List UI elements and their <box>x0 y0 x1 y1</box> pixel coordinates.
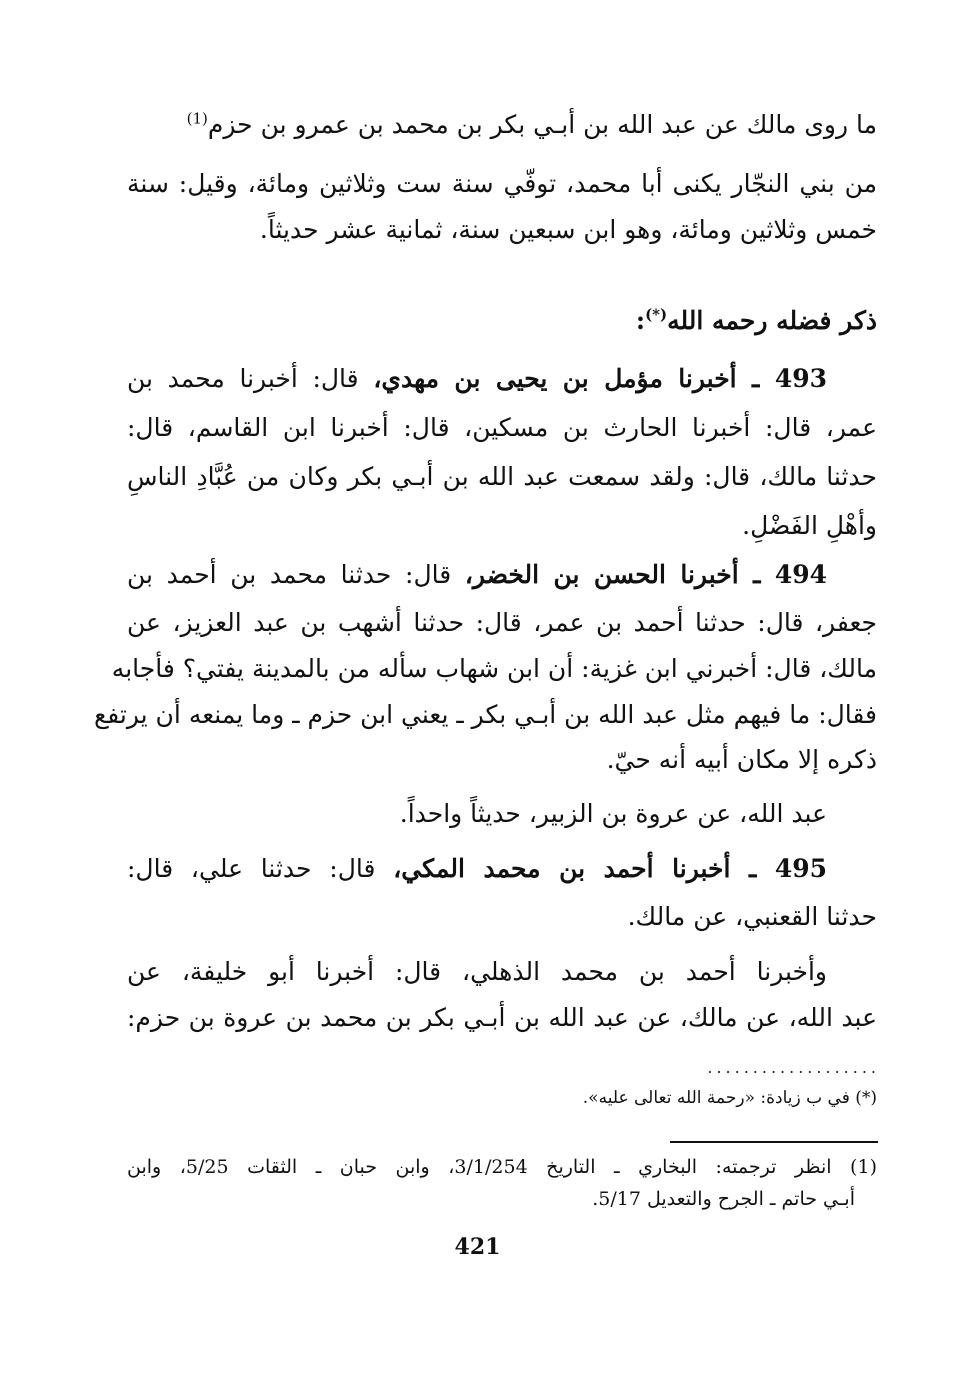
intro-text-1: ما روى مالك عن عبد الله بن أبـي بكر بن محمد بن عمرو بن حزم <box>207 110 877 139</box>
final-line-2: عبد الله، عن مالك، عن عبد الله بن أبـي بكر بن محمد بن عروة بن حزم: <box>127 1003 877 1032</box>
hadith-494-line-1 <box>127 558 827 592</box>
hadith-493-number: 493 ـ أخبرنا مؤمل بن يحيى بن مهدي، <box>373 364 827 393</box>
heading-text: ذكر فضله رحمه الله <box>667 306 877 335</box>
final-line-1: وأخبرنا أحمد بن محمد الذهلي، قال: أخبرنا أبو خليفة، عن <box>127 957 827 986</box>
hadith-494-line-4: فقال: ما فيهم مثل عبد الله بن أبـي بكر ـ يعني ابن حزم ـ وما يمنعه أن يرتفع <box>93 700 877 729</box>
hadith-493-line-3: حدثنا مالك، قال: ولقد سمعت عبد الله بن أبـي بكر وكان من عُبَّادِ الناسِ <box>127 462 877 491</box>
intro-line-1 <box>186 108 877 142</box>
hadith-493-text-1: قال: أخبرنا محمد بن <box>127 364 374 393</box>
hadith-493-line-2: عمر، قال: أخبرنا الحارث بن مسكين، قال: أخبرنا ابن القاسم، قال: <box>127 413 877 442</box>
page-number: 421 <box>454 1234 501 1260</box>
hadith-494-text-1: قال: حدثنا محمد بن أحمد بن <box>127 560 465 589</box>
heading-colon: : <box>635 306 646 335</box>
footnote-ref-star[interactable]: (*) <box>645 305 668 324</box>
hadith-494-line-3: مالك، قال: أخبرني ابن غزية: أن ابن شهاب سأله من بالمدينة يفتي؟ فأجابه <box>111 654 877 683</box>
intro-line-2: من بني النجّار يكنى أبا محمد، توفّي سنة ست وثلاثين ومائة، وقيل: سنة <box>127 169 877 198</box>
dotted-separator: ................... <box>707 1058 880 1077</box>
hadith-494-line-2: جعفر، قال: حدثنا أحمد بن عمر، قال: حدثنا أشهب بن عبد العزيز، عن <box>127 608 877 637</box>
hadith-493-line-4: وأهْلِ الفَضْلِ. <box>742 511 877 540</box>
footnote-star: (*) في ب زيادة: «رحمة الله تعالى عليه». <box>582 1088 877 1108</box>
hadith-494-line-5: ذكره إلا مكان أبيه أنه حيّ. <box>606 745 877 774</box>
intro-line-3: خمس وثلاثين ومائة، وهو ابن سبعين سنة، ثمانية عشر حديثاً. <box>259 215 877 244</box>
footnote-1-line-1: (1) انظر ترجمته: البخاري ـ التاريخ 3/1/254، وابن حبان ـ الثقات 5/25، وابن <box>127 1156 877 1178</box>
hadith-494-number: 494 ـ أخبرنا الحسن بن الخضر، <box>464 560 827 589</box>
hadith-495-line-2: حدثنا القعنبي، عن مالك. <box>627 902 877 931</box>
footnote-rule <box>670 1141 878 1143</box>
footnote-1-line-2: أبـي حاتم ـ الجرح والتعديل 5/17. <box>592 1188 855 1210</box>
hadith-495-number: 495 ـ أخبرنا أحمد بن محمد المكي، <box>393 854 827 883</box>
hadith-493-line-1 <box>127 362 827 396</box>
hadith-495-line-1 <box>127 852 827 886</box>
footnote-ref-1[interactable]: (1) <box>186 109 208 128</box>
hadith-495-text-1: قال: حدثنا علي، قال: <box>127 854 394 883</box>
urwa-line: عبد الله، عن عروة بن الزبير، حديثاً واحداً. <box>399 799 827 828</box>
section-heading <box>127 304 877 338</box>
